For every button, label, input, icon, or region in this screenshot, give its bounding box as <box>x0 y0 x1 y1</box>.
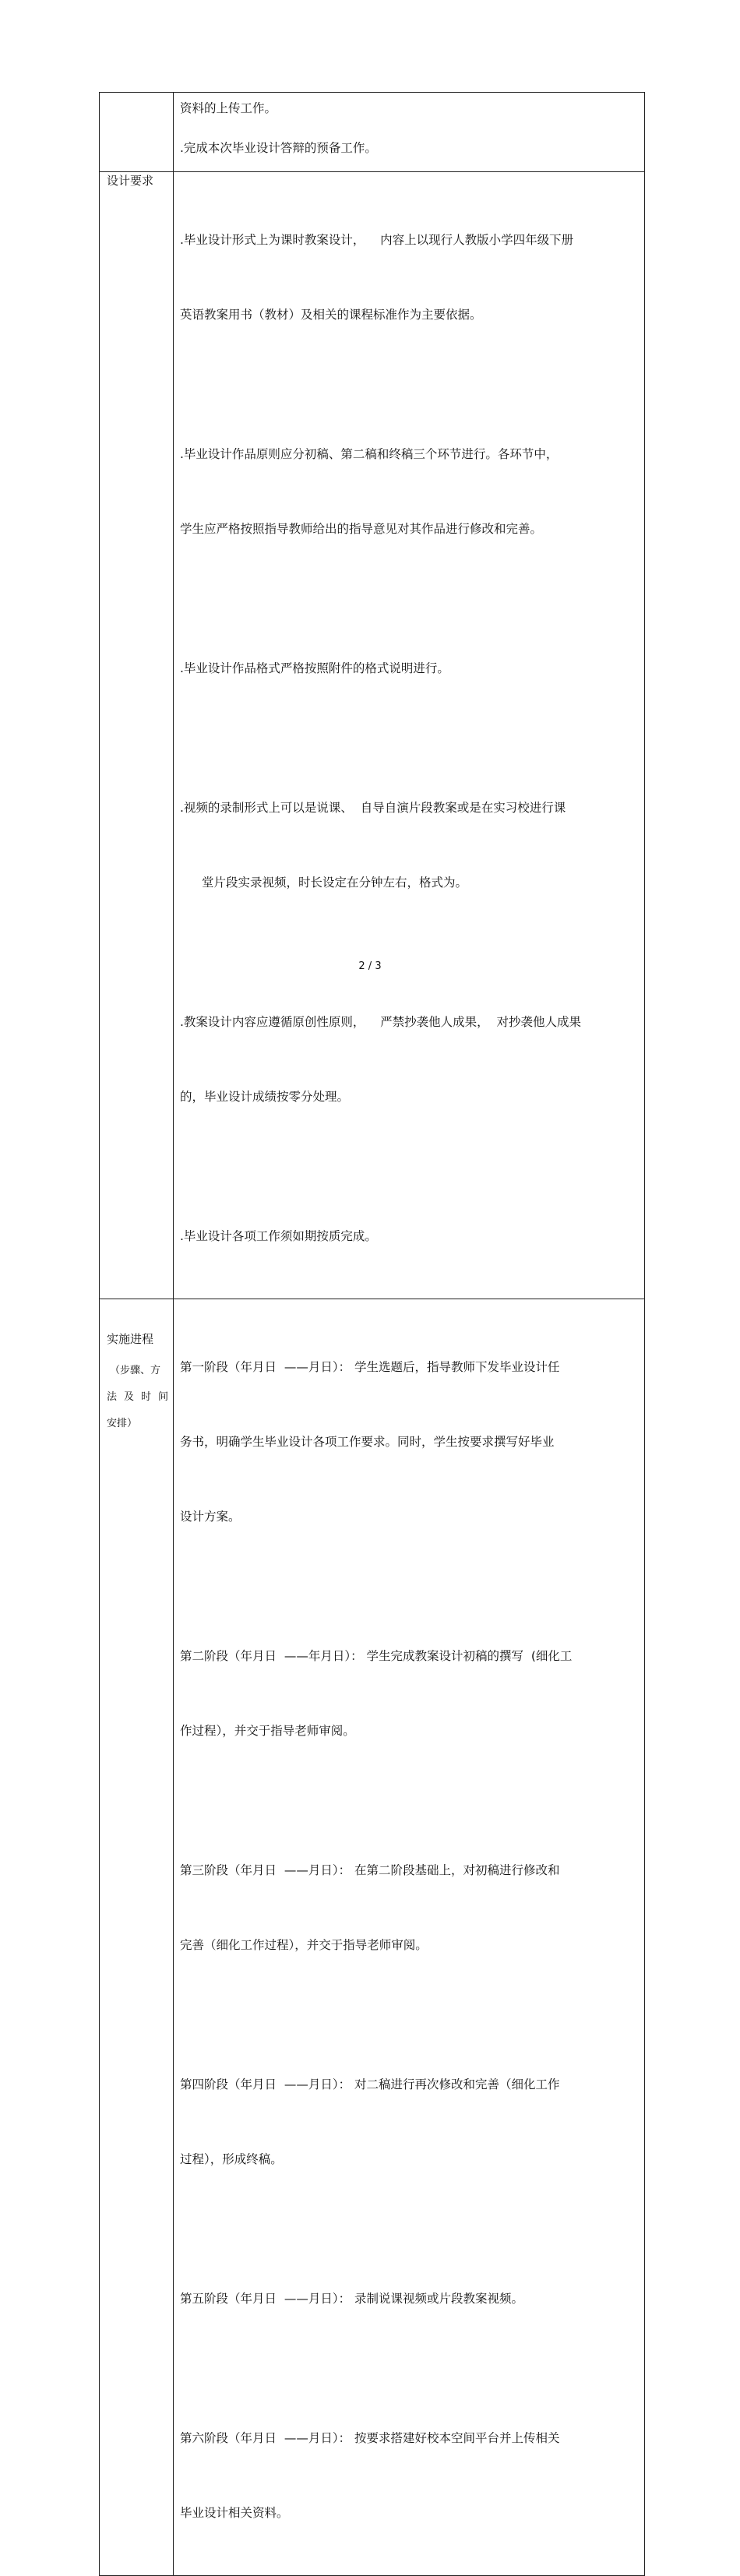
page-number: 2 / 3 <box>358 960 382 972</box>
text-line: 过程），形成终稿。 <box>180 2152 283 2166</box>
row-label-sub: 安排） <box>107 1418 138 1429</box>
table-row-continuation <box>100 93 645 172</box>
row-label-sub: （步骤、方 <box>110 1365 161 1376</box>
text-line: 作过程），并交于指导老师审阅。 <box>180 1724 355 1738</box>
row-content-cell <box>174 172 645 1299</box>
text-line: 学生应严格按照指导教师给出的指导意见对其作品进行修改和完善。 <box>180 522 543 536</box>
paragraph <box>174 1594 644 1793</box>
text-line: .完成本次毕业设计答辩的预备工作。 <box>180 141 377 155</box>
text-line: 完善（细化工作过程），并交于指导老师审阅。 <box>180 1938 428 1952</box>
paragraph <box>174 392 644 591</box>
table-row-design-requirements <box>100 172 645 1299</box>
row-label-cell <box>100 172 174 1299</box>
table-row-implementation-process <box>100 1299 645 2576</box>
text-line: 务书，明确学生毕业设计各项工作要求。同时，学生按要求撰写好毕业 <box>180 1435 555 1449</box>
text-line: 资料的上传工作。 <box>180 101 277 115</box>
paragraph <box>174 93 644 121</box>
text-line: .视频的录制形式上可以是说课、 自导自演片段教案或是在实习校进行课 <box>180 801 566 815</box>
text-line: 堂片段实录视频，时长设定在分钟左右，格式为。 <box>202 876 468 890</box>
paragraph <box>174 1299 644 1579</box>
text-line: .毕业设计各项工作须如期按质完成。 <box>180 1229 377 1243</box>
paragraph <box>174 2022 644 2222</box>
paragraph <box>174 2376 644 2575</box>
paragraph <box>174 136 644 160</box>
text-line: 第四阶段（年月日 ——月日）： 对二稿进行再次修改和完善（细化工作 <box>180 2077 560 2091</box>
text-line: 第二阶段（年月日 ——年月日）： 学生完成教案设计初稿的撰写 (细化工 <box>180 1649 573 1663</box>
paragraph <box>174 745 644 945</box>
text-line: 第一阶段（年月日 ——月日）： 学生选题后，指导教师下发毕业设计任 <box>180 1360 560 1374</box>
text-line: 设计方案。 <box>180 1510 241 1524</box>
text-line: 毕业设计相关资料。 <box>180 2506 289 2520</box>
text-line: 第六阶段（年月日 ——月日）： 按要求搭建好校本空间平台并上传相关 <box>180 2431 560 2445</box>
paragraph <box>174 960 644 1159</box>
row-label-cell <box>100 93 174 172</box>
text-line: .毕业设计作品原则应分初稿、第二稿和终稿三个环节进行。各环节中， <box>180 447 559 461</box>
text-line: .毕业设计作品格式严格按照附件的格式说明进行。 <box>180 661 449 675</box>
paragraph <box>174 1174 644 1299</box>
row-content-cell <box>174 1299 645 2576</box>
text-line: 的，毕业设计成绩按零分处理。 <box>180 1090 350 1104</box>
row-label-cell <box>100 1299 174 2576</box>
row-label: 实施进程 <box>107 1332 154 1346</box>
text-line: 第五阶段（年月日 ——月日）： 录制说课视频或片段教案视频。 <box>180 2292 524 2306</box>
paragraph <box>174 1808 644 2007</box>
text-line: .毕业设计形式上为课时教案设计， 内容上以现行人教版小学四年级下册 <box>180 233 574 247</box>
text-line: .教案设计内容应遵循原创性原则， 严禁抄袭他人成果， 对抄袭他人成果 <box>180 1015 581 1029</box>
row-label: 设计要求 <box>107 174 154 188</box>
row-label-sub: 法及时间 <box>107 1391 168 1403</box>
paragraph <box>174 172 644 377</box>
text-line: 英语教案用书（教材）及相关的课程标准作为主要依据。 <box>180 308 482 322</box>
row-content-cell <box>174 93 645 172</box>
requirements-table <box>99 92 645 2576</box>
paragraph <box>174 606 644 731</box>
paragraph <box>174 2236 644 2361</box>
text-line: 第三阶段（年月日 ——月日）： 在第二阶段基础上，对初稿进行修改和 <box>180 1863 560 1877</box>
